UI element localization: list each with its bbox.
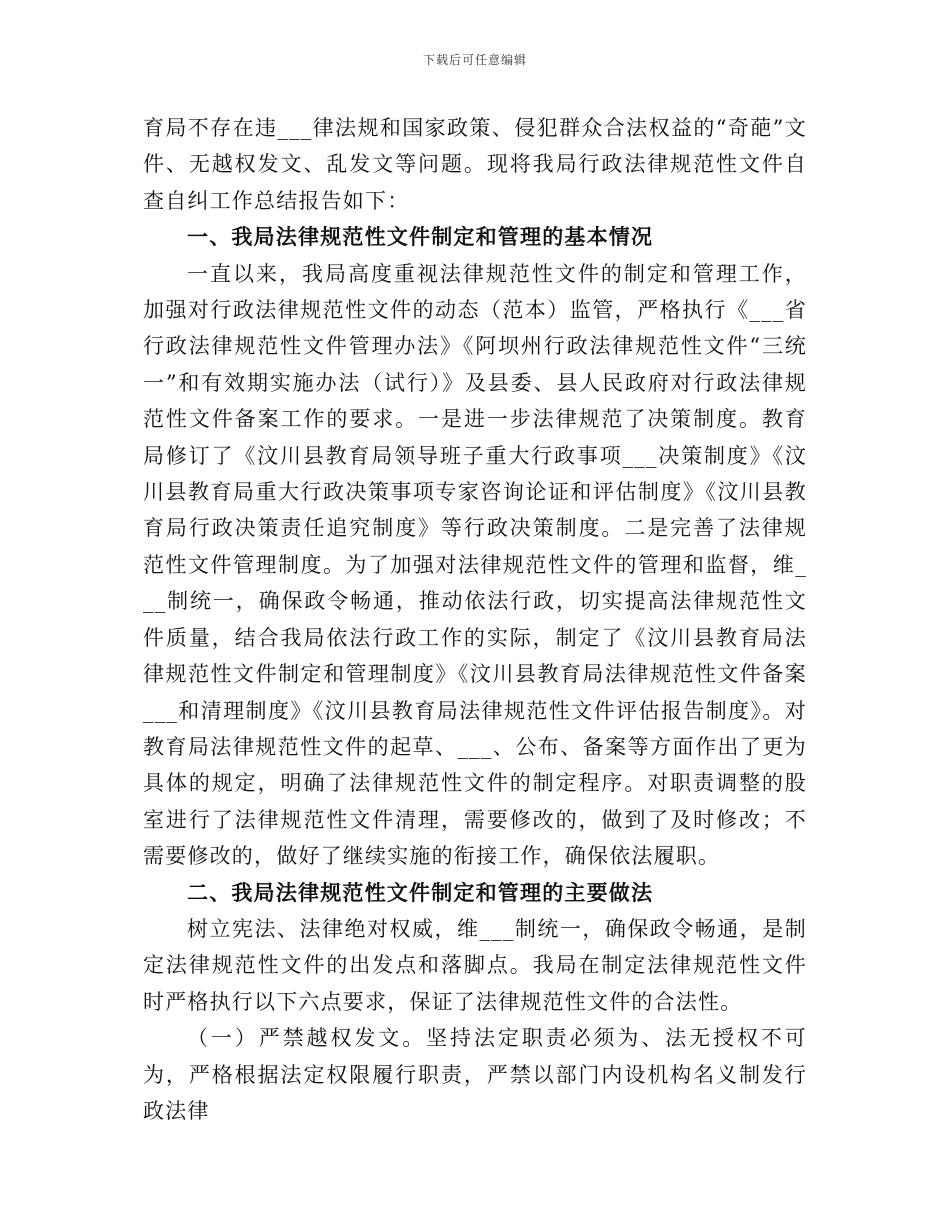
- section-heading-1: 一、我局法律规范性文件制定和管理的基本情况: [187, 224, 654, 250]
- page-header: 下载后可任意编辑: [422, 53, 527, 67]
- paragraph-main-practices: 树立宪法、法律绝对权威，维___制统一，确保政令畅通，是制定法律规范性文件的出发点和落脚点。我局在制定法律规范性文件时严格执行以下六点要求，保证了法律规范性文件的合法性。: [143, 916, 807, 1014]
- paragraph-basic-situation: 一直以来，我局高度重视法律规范性文件的制定和管理工作，加强对行政法律规范性文件的动态（范本）监管，严格执行《___省行政法律规范性文件管理办法》《阿坝州行政法律规范性文件“三统一”和有效期实施办法（试行）》及县委、县人民政府对行政法律规范性文件备案工作的要求。一是进一步法律规范了决策制度。教育局修订了《汶川县教育局领导班子重大行政事项___决策制度》《汶川县教育局重大行政决策事项专家咨询论证和评估制度》《汶川县教育局行政决策责任追究制度》等行政决策制度。二是完善了法律规范性文件管理制度。为了加强对法律规范性文件的管理和监督，维___制统一，确保政令畅通，推动依法行政，切实提高法律规范性文件质量，结合我局依法行政工作的实际，制定了《汶川县教育局法律规范性文件制定和管理制度》《汶川县教育局法律规范性文件备案___和清理制度》《汶川县教育局法律规范性文件评估报告制度》。对教育局法律规范性文件的起草、___、公布、备案等方面作出了更为具体的规定，明确了法律规范性文件的制定程序。对职责调整的股室进行了法律规范性文件清理，需要修改的，做到了及时修改；不需要修改的，做好了继续实施的衔接工作，确保依法履职。: [143, 261, 807, 869]
- paragraph-intro: 育局不存在违___律法规和国家政策、侵犯群众合法权益的“奇葩”文件、无越权发文、乱发文等问题。现将我局行政法律规范性文件自查自纠工作总结报告如下：: [143, 116, 807, 213]
- paragraph-item-1: （一）严禁越权发文。坚持法定职责必须为、法无授权不可为，严格根据法定权限履行职责，严禁以部门内设机构名义制发行政法律: [143, 1026, 807, 1123]
- document-body: [143, 110, 807, 1129]
- section-heading-2: 二、我局法律规范性文件制定和管理的主要做法: [187, 879, 654, 905]
